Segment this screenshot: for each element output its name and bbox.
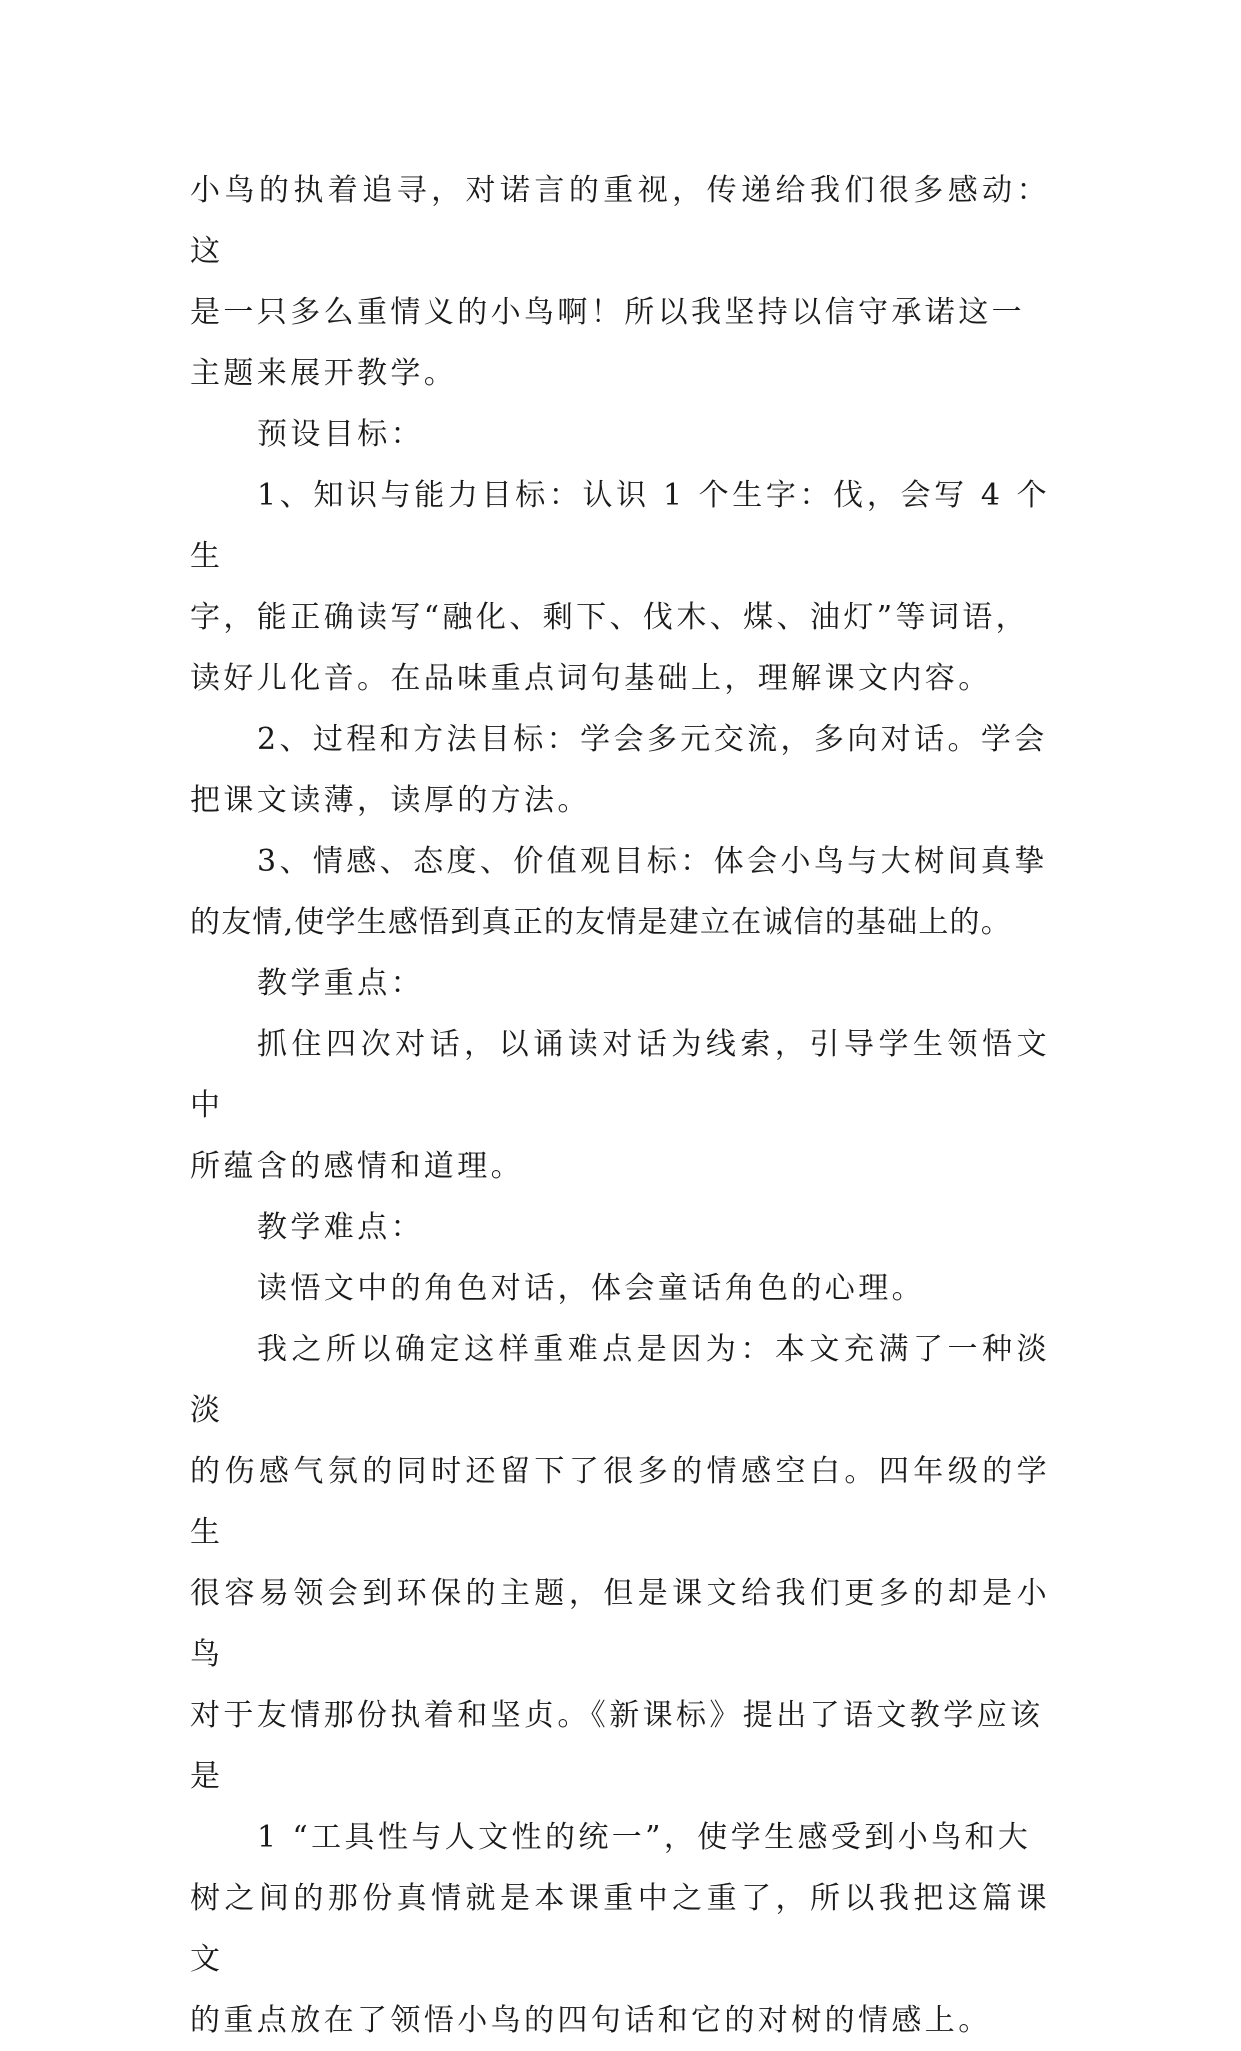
- text-line: 是一只多么重情义的小鸟啊！所以我坚持以信守承诺这一: [190, 295, 1025, 330]
- heading-teaching-difficulty: [190, 1197, 1050, 1258]
- paragraph-conclusion: [190, 1807, 1050, 2051]
- text-line: 所蕴含的感情和道理。: [190, 1149, 524, 1184]
- text-line: 1 “工具性与人文性的统一”，使学生感受到小鸟和大: [257, 1820, 1032, 1855]
- paragraph-intro: [190, 160, 1050, 404]
- text-line: 我之所以确定这样重难点是因为：本文充满了一种淡淡: [190, 1332, 1050, 1428]
- text-line: 主题来展开教学。: [190, 356, 458, 391]
- text-line: 很容易领会到环保的主题，但是课文给我们更多的却是小鸟: [190, 1576, 1050, 1672]
- paragraph-teaching-difficulty: [190, 1258, 1050, 1319]
- paragraph-goal-1: [190, 465, 1050, 709]
- document-body: [190, 160, 1050, 2051]
- text-line: 小鸟的执着追寻，对诺言的重视，传递给我们很多感动：这: [190, 173, 1050, 269]
- text-line: 教学难点：: [257, 1210, 424, 1245]
- paragraph-goal-3: [190, 831, 1050, 953]
- text-line: 字，能正确读写“融化、剩下、伐木、煤、油灯”等词语，: [190, 600, 1030, 635]
- text-line: 树之间的那份真情就是本课重中之重了，所以我把这篇课文: [190, 1881, 1050, 1977]
- text-line: 3、情感、态度、价值观目标：体会小鸟与大树间真挚: [257, 844, 1048, 879]
- heading-preset-goals: [190, 404, 1050, 465]
- paragraph-goal-2: [190, 709, 1050, 831]
- text-line: 2、过程和方法目标：学会多元交流，多向对话。学会: [257, 722, 1048, 757]
- text-line: 抓住四次对话，以诵读对话为线索，引导学生领悟文中: [190, 1027, 1050, 1123]
- text-line: 教学重点：: [257, 966, 424, 1001]
- text-line: 读悟文中的角色对话，体会童话角色的心理。: [257, 1271, 925, 1306]
- text-line: 读好儿化音。在品味重点词句基础上，理解课文内容。: [190, 661, 992, 696]
- text-line: 把课文读薄，读厚的方法。: [190, 783, 591, 818]
- text-line: 的重点放在了领悟小鸟的四句话和它的对树的情感上。: [190, 2003, 992, 2038]
- heading-teaching-focus: [190, 953, 1050, 1014]
- text-line: 是: [190, 1759, 224, 1794]
- text-line: 预设目标：: [257, 417, 424, 452]
- paragraph-teaching-focus: [190, 1014, 1050, 1197]
- text-line: 的伤感气氛的同时还留下了很多的情感空白。四年级的学生: [190, 1454, 1050, 1550]
- text-line: 的友情,使学生感悟到真正的友情是建立在诚信的基础上的。: [190, 905, 1012, 940]
- text-line: 1、知识与能力目标：认识 1 个生字：伐，会写 4 个生: [190, 478, 1050, 574]
- text-line: 对于友情那份执着和坚贞。《新课标》提出了语文教学应该: [190, 1698, 1044, 1733]
- paragraph-rationale: [190, 1319, 1050, 1807]
